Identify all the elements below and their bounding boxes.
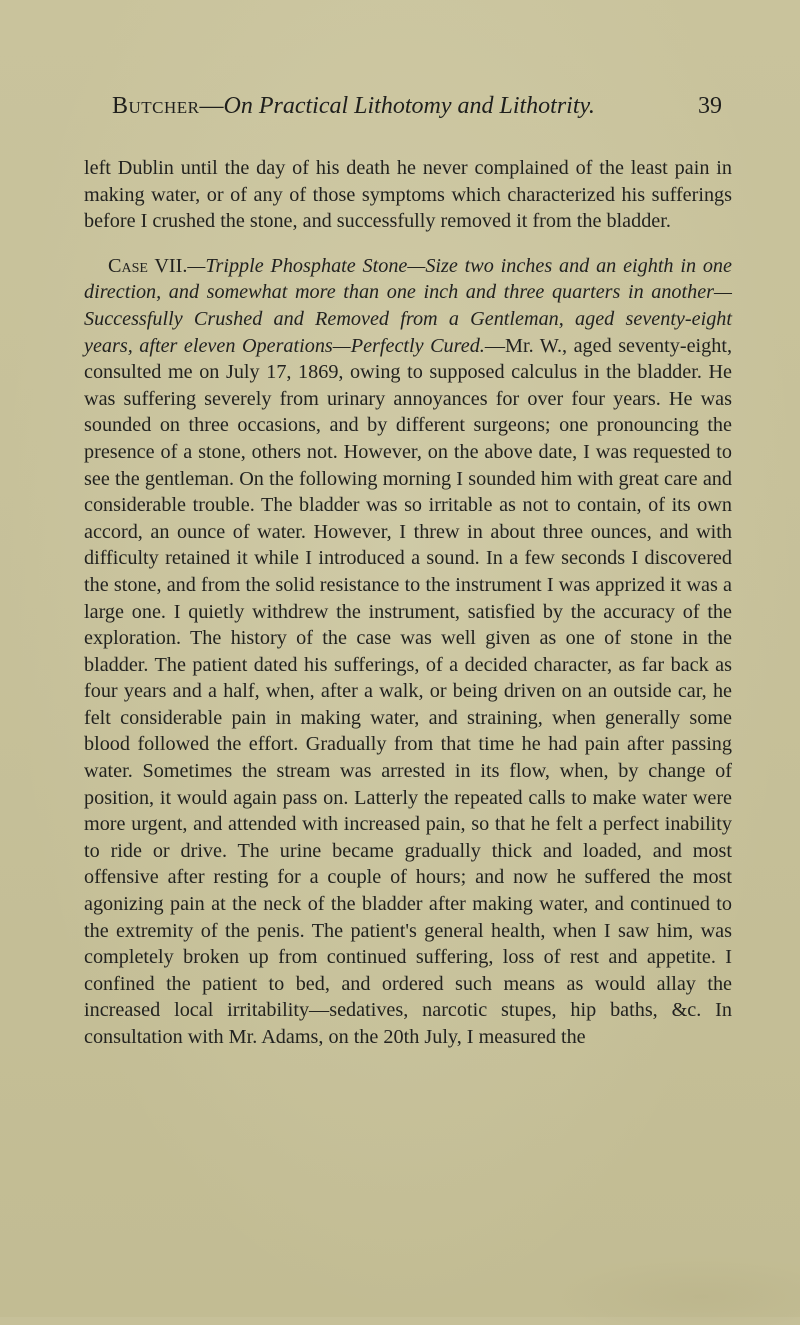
body-text [84,155,732,1051]
running-head-separator: — [199,93,224,119]
running-head [112,93,595,120]
paper-smudge [545,1255,800,1325]
case-title: —Tripple Phosphate Stone—Size two inches and an eighth in one direction, and somewhat more than one inch and three quarters in another—Successfully Crushed and Removed from a Gentleman, aged seventy-eight years, after eleven Operations—Perfectly Cured. [84,254,732,357]
case-label: Case VII. [108,254,188,277]
paragraph-case-vii [84,253,732,1051]
case-body: —Mr. W., aged seventy-eight, consulted me on July 17, 1869, owing to supposed calculus in the bladder. He was suffering severely from urinary annoyances for over four years. He was sounded on three occasions, and by different surgeons; one pronouncing the presence of a stone, others not. However, on the above date, I was requested to see the gentleman. On the following morning I sounded him with great care and considerable trouble. The bladder was so irritable as not to contain, of its own accord, an ounce of water. However, I threw in about three ounces, and with difficulty retained it while I introduced a sound. In a few seconds I discovered the stone, and from the solid resistance to the instrument I was apprized it was a large one. I quietly withdrew the instrument, satisfied by the accuracy of the exploration. The history of the case was well given as one of stone in the bladder. The patient dated his sufferings, of a decided character, as far back as four years and a half, when, after a walk, or being driven on an outside car, he felt considerable pain in making water, and straining, when generally some blood followed the effort. Gradually from that time he had pain after passing water. Sometimes the stream was arrested in its flow, when, by change of position, it would again pass on. Latterly the repeated calls to make water were more urgent, and attended with increased pain, so that he felt a perfect inability to ride or drive. The urine became gradually thick and loaded, and most offensive after resting for a couple of hours; and now he suffered the most agonizing pain at the neck of the bladder after making water, and continued to the extremity of the penis. The patient's general health, when I saw him, was completely broken up from continued suffering, loss of rest and appetite. I confined the patient to bed, and ordered such means as would allay the increased local irritability—sedatives, narcotic stupes, hip baths, &c. In consultation with Mr. Adams, on the 20th July, I measured the [84,334,732,1048]
running-head-title: On Practical Lithotomy and Lithotrity. [223,93,595,119]
page-header [112,93,722,129]
paragraph-continued: left Dublin until the day of his death he never complained of the least pain in making water, or of any of those symptoms which characterized his sufferings before I crushed the stone, and successfully removed it from the bladder. [84,157,732,233]
page-number: 39 [698,93,722,119]
running-head-author: Butcher [112,93,200,119]
